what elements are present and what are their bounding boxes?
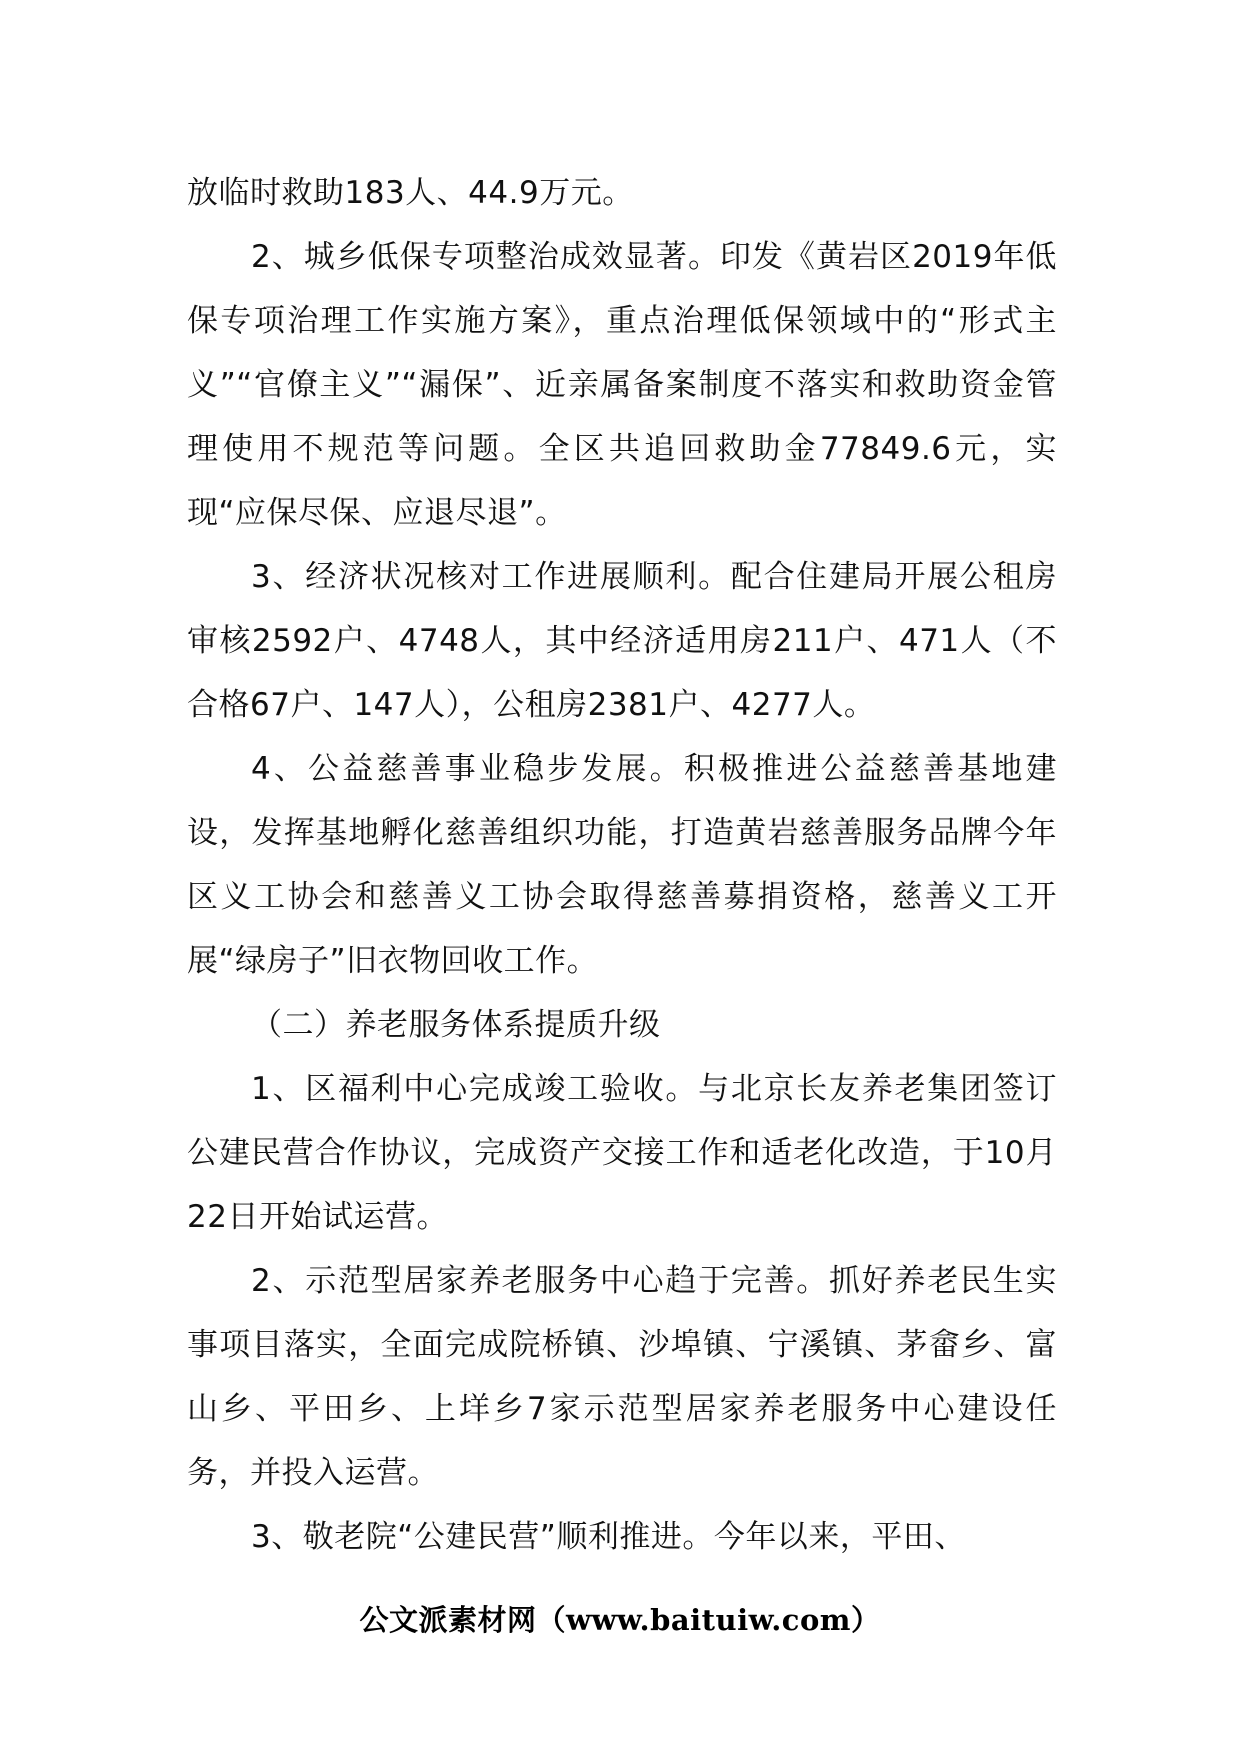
paragraph-welfare-center: 1、区福利中心完成竣工验收。与北京长友养老集团签订公建民营合作协议，完成资产交接工作和适老化改造，于10月22日开始试运营。 bbox=[187, 1071, 1057, 1235]
paragraph-charity-development: 4、公益慈善事业稳步发展。积极推进公益慈善基地建设，发挥基地孵化慈善组织功能，打造黄岩慈善服务品牌今年区义工协会和慈善义工协会取得慈善募捐资格，慈善义工开展“绿房子”旧衣物回收工作。 bbox=[187, 751, 1057, 979]
section-heading-elderly-services: （二）养老服务体系提质升级 bbox=[251, 1007, 661, 1043]
paragraph-nursing-home: 3、敬老院“公建民营”顺利推进。今年以来，平田、 bbox=[251, 1519, 966, 1555]
footer-watermark: 公文派素材网（www.baituiw.com） bbox=[359, 1603, 881, 1637]
paragraph-economic-verification: 3、经济状况核对工作进展顺利。配合住建局开展公租房审核2592户、4748人，其中经济适用房211户、471人（不合格67户、147人），公租房2381户、4277人。 bbox=[187, 559, 1057, 723]
paragraph-home-care-centers: 2、示范型居家养老服务中心趋于完善。抓好养老民生实事项目落实，全面完成院桥镇、沙埠镇、宁溪镇、茅畲乡、富山乡、平田乡、上垟乡7家示范型居家养老服务中心建设任务，并投入运营。 bbox=[187, 1263, 1057, 1491]
paragraph-dibao-rectification: 2、城乡低保专项整治成效显著。印发《黄岩区2019年低保专项治理工作实施方案》，重点治理低保领域中的“形式主义”“官僚主义”“漏保”、近亲属备案制度不落实和救助资金管理使用不规范等问题。全区共追回救助金77849.6元，实现“应保尽保、应退尽退”。 bbox=[187, 239, 1057, 531]
paragraph-temporary-relief: 放临时救助183人、44.9万元。 bbox=[187, 175, 634, 211]
document-body bbox=[187, 161, 1057, 1569]
